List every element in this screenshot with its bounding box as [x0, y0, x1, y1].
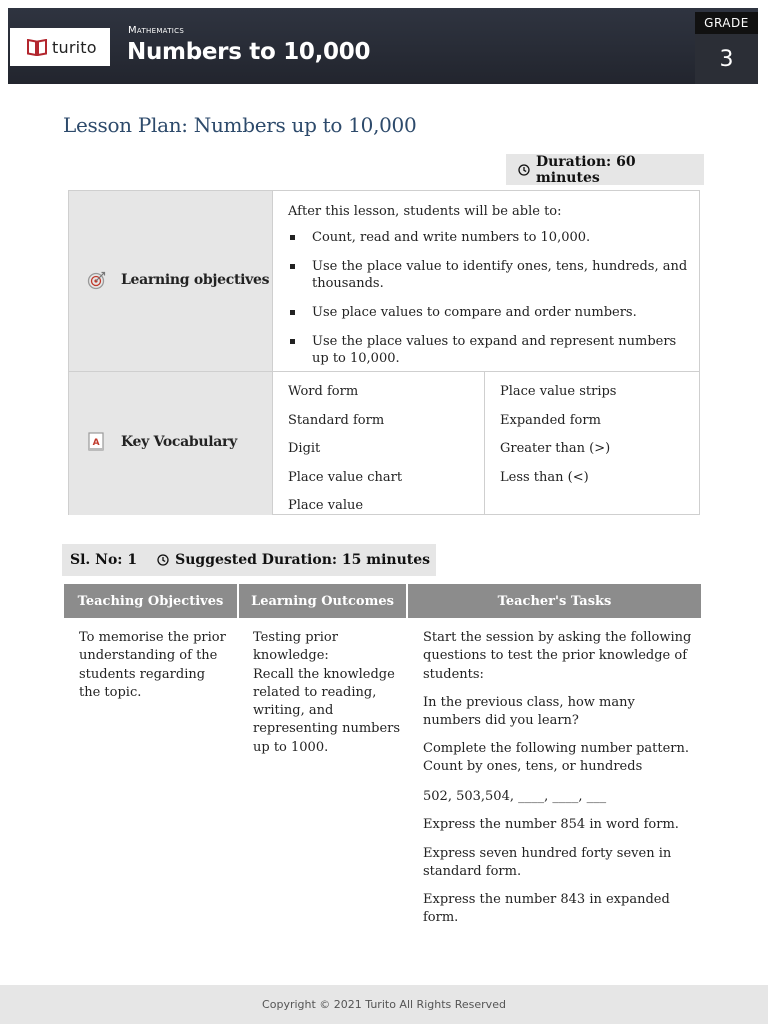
vocabulary-column-1: [273, 372, 485, 515]
teachers-tasks-header: Teacher's Tasks: [408, 584, 701, 618]
objectives-label: Learning objectives: [87, 270, 269, 290]
duration-text: Duration: 60 minutes: [535, 153, 636, 186]
grade-label: GRADE: [695, 12, 758, 34]
session-bar: [62, 544, 436, 576]
session-duration: Suggested Duration: 15 minutes: [175, 552, 431, 568]
task-item: Start the session by asking the following questions to test the prior knowledge of students:: [423, 630, 692, 682]
vocab-word: Less than (<): [500, 470, 589, 485]
teaching-objective-cell: To memorise the prior understanding of the students regarding the topic.: [79, 630, 226, 700]
learning-outcome-text: Recall the knowledge related to reading, writing, and representing numbers up to 1000.: [253, 666, 401, 755]
clock-icon: [518, 164, 530, 176]
task-item: In the previous class, how many numbers did you learn?: [423, 695, 635, 729]
turito-logo[interactable]: [10, 28, 110, 66]
logo-text: turito: [52, 37, 97, 57]
objectives-content-cell: [273, 191, 699, 371]
vocab-word: Place value chart: [288, 470, 403, 485]
grade-value: 3: [695, 34, 758, 84]
dictionary-icon: [87, 432, 105, 452]
task-item: 502, 503,504, ____, ____, ___: [423, 789, 607, 804]
header-banner: [8, 8, 758, 84]
vocabulary-content-cell: [273, 371, 699, 515]
list-item: Count, read and write numbers to 10,000.: [288, 229, 688, 246]
book-icon: [27, 39, 47, 56]
vocabulary-label-cell: [69, 371, 273, 515]
list-item: Use the place values to expand and represent numbers up to 10,000.: [288, 333, 688, 367]
vocab-word: Digit: [288, 441, 321, 456]
svg-text:A: A: [92, 438, 100, 448]
objectives-label-cell: [69, 191, 273, 371]
objectives-table: [68, 190, 700, 515]
copyright-text: Copyright © 2021 Turito All Rights Reserved: [262, 998, 506, 1011]
learning-outcome-cell: [253, 629, 401, 757]
teaching-objectives-header: Teaching Objectives: [64, 584, 237, 618]
learning-outcome-heading: Testing prior knowledge:: [253, 630, 338, 664]
objectives-list: [288, 229, 688, 379]
vocabulary-column-2: [485, 372, 699, 515]
clock-icon: [157, 554, 169, 566]
task-item: Express seven hundred forty seven in standard form.: [423, 846, 672, 880]
duration-badge: [506, 154, 704, 185]
vocab-word: Standard form: [288, 413, 385, 428]
subject-label: Mathematics: [128, 25, 185, 36]
session-number: Sl. No: 1: [70, 552, 138, 568]
target-icon: [87, 270, 107, 290]
vocab-word: Place value: [288, 498, 364, 513]
objectives-intro: After this lesson, students will be able to:: [288, 204, 562, 219]
list-item: Use place values to compare and order numbers.: [288, 304, 688, 321]
vocab-word: Place value strips: [500, 384, 617, 399]
list-item: Use the place value to identify ones, tens, hundreds, and thousands.: [288, 258, 688, 292]
vocabulary-label: A Key Vocabulary: [87, 432, 237, 452]
lesson-title: Lesson Plan: Numbers up to 10,000: [63, 113, 417, 137]
task-item: Express the number 843 in expanded form.: [423, 892, 670, 926]
footer: [0, 985, 768, 1024]
task-item: Express the number 854 in word form.: [423, 817, 679, 832]
vocab-word: Expanded form: [500, 413, 601, 428]
task-item: Complete the following number pattern. Count by ones, tens, or hundreds: [423, 741, 690, 775]
page-title: Numbers to 10,000: [127, 39, 371, 65]
vocab-word: Greater than (>): [500, 441, 611, 456]
learning-outcomes-header: Learning Outcomes: [239, 584, 406, 618]
vocab-word: Word form: [288, 384, 359, 399]
